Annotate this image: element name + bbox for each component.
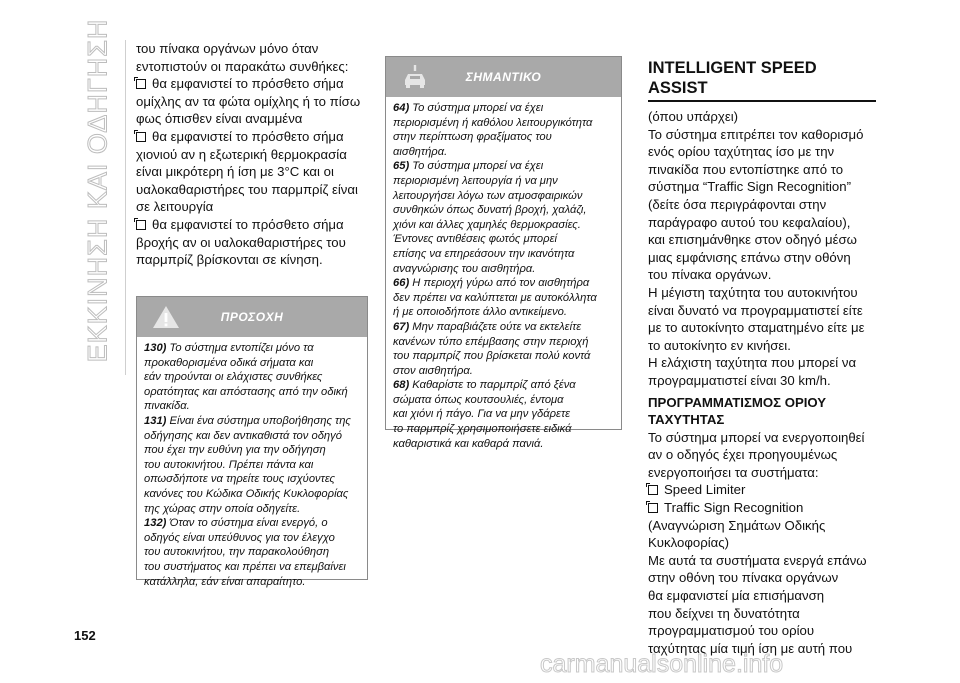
note-line — [144, 429, 360, 444]
warning-triangle-icon — [151, 304, 181, 330]
text-line: του πίνακα οργάνων. — [648, 267, 772, 283]
text-line: ενεργοποιήσει τα συστήματα: — [648, 464, 819, 480]
note-text: και χιόνι ή πάγο. Για να μην γδάρετε — [393, 408, 571, 421]
text-line: προγραμματισμού του ορίου — [648, 623, 815, 639]
bullet-item: Traffic Sign Recognition (Αναγνώριση Σημάτων Οδικής Κυκλοφορίας) — [648, 500, 826, 551]
text-line: προγραμματιστεί είναι 30 km/h. — [648, 372, 831, 388]
note-text: Μην παραβιάζετε ούτε να εκτελείτε — [409, 320, 582, 333]
note-line — [393, 364, 614, 379]
bullet-item: θα εμφανιστεί το πρόσθετο σήμα βροχής αν οι υαλοκαθαριστήρες του παρμπρίζ βρίσκονται σε κίνηση. — [136, 216, 346, 268]
text-line: Το σύστημα επιτρέπει τον καθορισμό — [648, 126, 864, 142]
note-line — [144, 472, 360, 487]
paragraph — [648, 552, 880, 658]
text-line: ταχύτητας μία τιμή ίση με αυτή που — [648, 640, 853, 656]
note-text: οδήγησης και δεν αντικαθιστά τον οδηγό — [144, 429, 342, 442]
warning-body — [137, 337, 367, 593]
note-text: του συστήματος και πρέπει να επεμβαίνει — [144, 560, 346, 573]
note-line — [393, 130, 614, 145]
note-line — [393, 101, 614, 116]
text-line: που δείχνει τη δυνατότητα — [648, 605, 800, 621]
note-line — [393, 378, 614, 393]
note-line — [393, 232, 614, 247]
note-line — [393, 335, 614, 350]
bullet-box-icon — [136, 220, 146, 230]
note-text: αναγνώρισης του αισθητήρα. — [393, 262, 536, 275]
note-line — [144, 560, 360, 575]
important-header — [386, 57, 621, 97]
warning-title: ΠΡΟΣΟΧΗ — [220, 310, 284, 324]
note-text: στον αισθητήρα. — [393, 364, 473, 377]
note-line — [144, 545, 360, 560]
text-line: σύστημα “Traffic Sign Recognition” — [648, 179, 851, 195]
text-line: πινακίδα που εντοπίστηκε από το — [648, 161, 844, 177]
bullet-box-icon — [136, 132, 146, 142]
note-text: αισθητήρα. — [393, 145, 448, 158]
note-line — [393, 291, 614, 306]
note-number: 67) — [393, 320, 410, 333]
note-line — [144, 531, 360, 546]
note-line — [393, 407, 614, 422]
intro-line: εντοπιστούν οι παρακάτω συνθήκες: — [136, 58, 349, 74]
note-line — [144, 502, 360, 517]
text-line: Το σύστημα μπορεί να ενεργοποιηθεί — [648, 429, 865, 445]
side-divider — [125, 40, 126, 375]
note-text: δεν πρέπει να καλύπτεται με αυτοκόλλητα — [393, 291, 597, 304]
note-text: οπωσδήποτε να τηρείτε τους ισχύοντες — [144, 473, 335, 486]
note-number: 64) — [393, 102, 410, 114]
note-text: ή με οποιοδήποτε άλλο αντικείμενο. — [393, 306, 568, 319]
note-line — [144, 414, 360, 429]
note-text: του αυτοκινήτου, την παρακολούθηση — [144, 546, 330, 559]
note-line — [393, 276, 614, 291]
note-line — [144, 356, 360, 371]
note-text: της χώρας στην οποία οδηγείτε. — [144, 502, 301, 515]
page-number: 152 — [74, 628, 96, 643]
text-line: Η μέγιστη ταχύτητα του αυτοκινήτου — [648, 284, 858, 300]
note-line — [393, 159, 614, 174]
note-text: Έντονες αντιθέσεις φωτός μπορεί — [393, 233, 557, 246]
note-number: 65) — [393, 160, 410, 173]
note-line — [393, 349, 614, 364]
note-text: Η περιοχή γύρω από τον αισθητήρα — [409, 277, 590, 290]
note-text: Όταν το σύστημα είναι ενεργό, ο — [166, 517, 328, 530]
text-line: και επισημάνθηκε στον οδηγό μέσω — [648, 232, 857, 248]
warning-box — [136, 296, 368, 588]
text-line: θα εμφανιστεί μία επισήμανση — [648, 588, 825, 604]
note-text: κανένων τύπο επέμβασης στην περιοχή — [393, 335, 589, 348]
note-text: κανόνες του Κώδικα Οδικής Κυκλοφορίας — [144, 487, 349, 500]
column-3 — [648, 58, 880, 657]
text-line: το αυτοκίνητο εν κινήσει. — [648, 337, 791, 353]
note-line — [393, 320, 614, 335]
note-text: Το σύστημα εντοπίζει μόνο τα — [166, 342, 314, 354]
note-text: κατάλληλα, εάν είναι απαραίτητο. — [144, 575, 306, 588]
warning-header — [137, 297, 367, 337]
note-text: προκαθορισμένα οδικά σήματα και — [144, 356, 314, 369]
note-text: Το σύστημα μπορεί να έχει — [409, 160, 544, 173]
note-text: περιορισμένη λειτουργία ή να μην — [393, 174, 558, 187]
watermark: carmanualsonline.info — [540, 650, 784, 678]
bullet-box-icon — [136, 79, 146, 89]
subheading: ΠΡΟΓΡΑΜΜΑΤΙΣΜΟΣ ΟΡΙΟΥ ΤΑΧΥΤΗΤΑΣ — [648, 394, 827, 428]
text-line: παράγραφο αυτού του κεφαλαίου), — [648, 214, 851, 230]
intro-line: του πίνακα οργάνων μόνο όταν — [136, 41, 319, 56]
note-line — [393, 422, 614, 437]
note-text: του παρμπρίζ που βρίσκεται πολύ κοντά — [393, 350, 591, 363]
note-line — [144, 370, 360, 385]
note-line — [144, 341, 360, 356]
note-line — [393, 189, 614, 204]
note-line — [393, 203, 614, 218]
note-line — [393, 247, 614, 262]
note-line — [393, 305, 614, 320]
text-line: μιας εμφάνισης επάνω στην οθόνη — [648, 249, 851, 265]
note-line — [393, 145, 614, 160]
note-text: Είναι ένα σύστημα υποβοήθησης της — [166, 414, 351, 427]
paragraph — [648, 108, 880, 390]
column-1 — [136, 40, 366, 269]
note-text: σώματα όπως κουτσουλιές, έντομα — [393, 393, 564, 406]
note-number: 66) — [393, 277, 410, 290]
note-text: Το σύστημα μπορεί να έχει — [409, 102, 544, 114]
note-line — [393, 174, 614, 189]
bullet-item: θα εμφανιστεί το πρόσθετο σήμα ομίχλης αν τα φώτα ομίχλης ή το πίσω φως όπισθεν είναι αναμμένα — [136, 76, 361, 127]
section-heading: INTELLIGENT SPEED — [648, 59, 817, 77]
note-line — [393, 437, 614, 452]
note-line — [144, 399, 360, 414]
bullet-item: θα εμφανιστεί το πρόσθετο σήμα χιονιού αν η εξωτερική θερμοκρασία είναι μικρότερη ή ίση με 3°C και οι υαλοκαθαριστήρες του παρμπρίζ είναι σε λειτουργία — [136, 128, 358, 215]
note-line — [144, 516, 360, 531]
note-line — [144, 487, 360, 502]
bullet-box-icon — [648, 503, 658, 513]
note-line — [144, 443, 360, 458]
text-line: στην οθόνη του πίνακα οργάνων — [648, 570, 839, 586]
note-text: ορατότητας και απόστασης από την οδική — [144, 385, 348, 398]
car-alert-icon — [400, 64, 430, 90]
note-text: πινακίδα. — [144, 400, 190, 413]
note-line — [144, 458, 360, 473]
note-text: εάν τηρούνται οι ελάχιστες συνθήκες — [144, 371, 323, 384]
bullet-item: Speed Limiter — [648, 481, 880, 499]
heading-rule — [648, 100, 876, 102]
text-line: (όπου υπάρχει) — [648, 109, 739, 124]
note-line — [144, 575, 360, 590]
text-line: ενός ορίου ταχύτητας ίσο με την — [648, 144, 835, 160]
note-text: περιορισμένη ή καθόλου λειτουργικότητα — [393, 116, 593, 129]
note-text: Καθαρίστε το παρμπρίζ από ξένα — [409, 379, 576, 392]
bullet-box-icon — [648, 485, 658, 495]
note-text: το παρμπρίζ χρησιμοποιήσετε ειδικά — [393, 423, 572, 436]
note-text: λειτουργήσει λόγω των ατμοσφαιρικών — [393, 189, 583, 202]
text-line: Η ελάχιστη ταχύτητα που μπορεί να — [648, 355, 857, 371]
section-heading: ASSIST — [648, 79, 708, 97]
note-number: 132) — [144, 517, 167, 530]
note-text: του αυτοκινήτου. Πρέπει πάντα και — [144, 458, 314, 471]
note-line — [393, 218, 614, 233]
note-text: που έχει την ευθύνη για την οδήγηση — [144, 444, 326, 457]
note-number: 68) — [393, 379, 410, 392]
note-number: 130) — [144, 342, 167, 354]
text-line: με το αυτοκίνητο σταματημένο είτε με — [648, 320, 865, 336]
text-line: Με αυτά τα συστήματα ενεργά επάνω — [648, 552, 867, 568]
note-text: οδηγός είναι υπεύθυνος για τον έλεγχο — [144, 531, 335, 544]
note-line — [393, 116, 614, 131]
note-text: επίσης να επηρεάσουν την ικανότητα — [393, 247, 575, 260]
text-line: είναι δυνατό να προγραμματιστεί είτε — [648, 302, 863, 318]
section-title-vertical: ΕΚΚΙΝΗΣΗ ΚΑΙ ΟΔΗΓΗΣΗ — [82, 18, 113, 362]
text-line: αν ο οδηγός έχει προηγουμένως — [648, 447, 838, 463]
note-text: στην περίπτωση φραξίματος του — [393, 131, 552, 144]
note-number: 131) — [144, 414, 167, 427]
note-text: χιόνι και άλλες χαμηλές θερμοκρασίες. — [393, 218, 581, 231]
text-line: (δείτε όσα περιγράφονται στην — [648, 196, 827, 212]
important-box — [385, 56, 622, 450]
note-line — [393, 393, 614, 408]
note-text: καθαριστικά και καθαρά πανιά. — [393, 437, 544, 450]
important-title: ΣΗΜΑΝΤΙΚΟ — [465, 70, 542, 84]
important-body — [386, 97, 621, 455]
note-line — [144, 385, 360, 400]
note-text: συνθηκών όπως δυνατή βροχή, χαλάζι, — [393, 204, 587, 217]
note-line — [393, 262, 614, 277]
paragraph — [648, 429, 880, 482]
